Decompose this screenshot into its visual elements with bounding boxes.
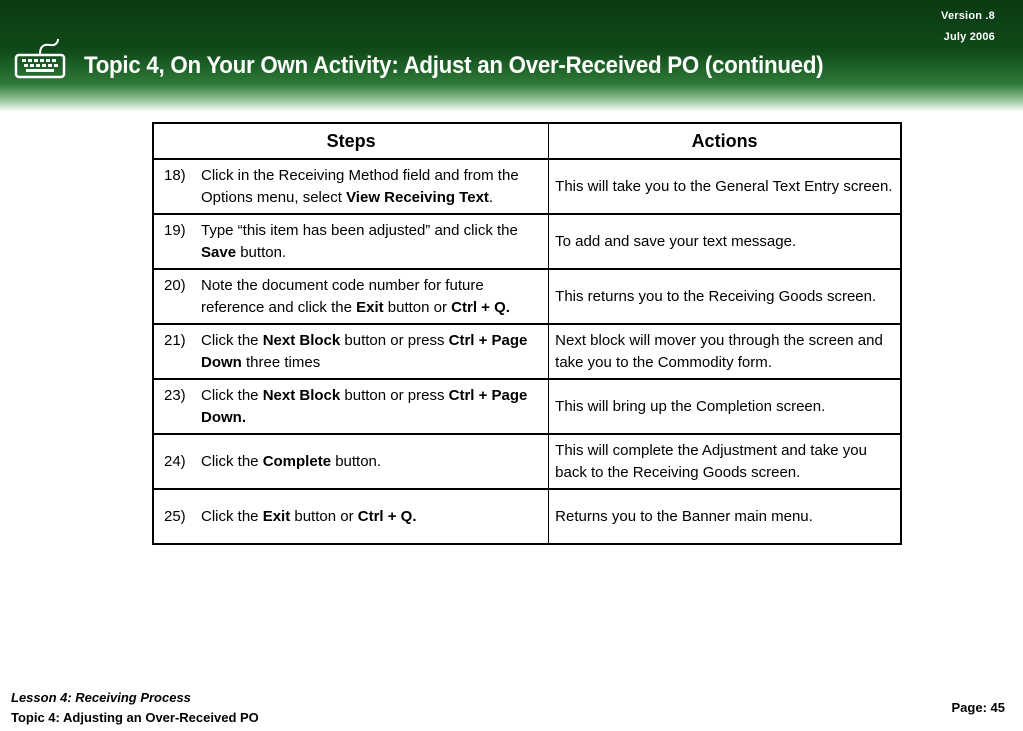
- step-cell: [153, 379, 549, 434]
- step-text-segment: .: [488, 188, 494, 206]
- table-row: [153, 159, 901, 214]
- step-text-segment: button or press: [340, 331, 449, 349]
- action-cell: This will take you to the General Text Entry screen.: [549, 159, 901, 214]
- action-cell: To add and save your text message.: [549, 214, 901, 269]
- table-row: [153, 379, 901, 434]
- step-text-bold: View Receiving Text: [346, 188, 489, 206]
- step-text-segment: Click the: [201, 386, 263, 404]
- header-banner: [0, 0, 1023, 112]
- footer-lesson: Lesson 4: Receiving Process: [11, 690, 191, 705]
- step-text: [201, 165, 542, 209]
- step-number: 18): [164, 166, 186, 184]
- footer-topic: Topic 4: Adjusting an Over-Received PO: [11, 710, 259, 725]
- keyboard-icon: [14, 38, 66, 80]
- step-number: 20): [164, 276, 186, 294]
- date-label: July 2006: [943, 31, 995, 43]
- step-text: [201, 330, 542, 374]
- step-text-segment: button.: [236, 243, 287, 261]
- step-text-segment: button.: [331, 452, 382, 470]
- step-text-segment: Click the: [201, 507, 263, 525]
- step-number: 25): [164, 507, 186, 525]
- step-number: 24): [164, 452, 186, 470]
- action-cell: This will complete the Adjustment and take you back to the Receiving Goods screen.: [549, 434, 901, 489]
- version-label: Version .8: [941, 10, 995, 22]
- table-header-row: [153, 123, 901, 159]
- step-cell: [153, 489, 549, 544]
- step-text-segment: Note the document code number for future reference and click the: [201, 276, 484, 316]
- column-header-actions: Actions: [549, 123, 901, 159]
- version-info: [941, 6, 995, 48]
- step-text-bold: Ctrl + Q.: [451, 298, 510, 316]
- step-text: [201, 220, 542, 264]
- step-text-bold: Ctrl + Q.: [357, 507, 417, 525]
- action-cell: This will bring up the Completion screen.: [549, 379, 901, 434]
- step-text-bold: Complete: [262, 452, 332, 470]
- step-number: 23): [164, 386, 186, 404]
- step-text-bold: Next Block: [262, 386, 341, 404]
- step-text-segment: button or press: [340, 386, 449, 404]
- step-text-bold: Ctrl + Page Down.: [201, 386, 528, 426]
- step-number: 19): [164, 221, 186, 239]
- table-row: [153, 434, 901, 489]
- step-text-segment: Click in the Receiving Method field and from the Options menu, select: [201, 166, 519, 206]
- table-row: [153, 324, 901, 379]
- table-row: [153, 269, 901, 324]
- step-cell: [153, 324, 549, 379]
- step-cell: [153, 159, 549, 214]
- step-cell: [153, 434, 549, 489]
- step-text-bold: Save: [201, 243, 237, 261]
- steps-actions-table: [152, 122, 902, 545]
- step-text: [201, 506, 542, 528]
- step-text-segment: Click the: [201, 331, 263, 349]
- action-cell: This returns you to the Receiving Goods screen.: [549, 269, 901, 324]
- action-cell: Next block will mover you through the screen and take you to the Commodity form.: [549, 324, 901, 379]
- step-cell: [153, 269, 549, 324]
- step-text: [201, 275, 542, 319]
- step-number: 21): [164, 331, 186, 349]
- step-text-segment: button or: [290, 507, 358, 525]
- step-text-segment: button or: [383, 298, 452, 316]
- table-row: [153, 214, 901, 269]
- step-text-bold: Exit: [356, 298, 384, 316]
- step-text-segment: Click the: [201, 452, 263, 470]
- step-text-segment: Type “this item has been adjusted” and click the: [201, 221, 518, 239]
- step-text: [201, 385, 542, 429]
- step-text-segment: three times: [241, 353, 321, 371]
- step-text: [201, 451, 542, 473]
- step-text-bold: Ctrl + Page Down: [201, 331, 528, 371]
- table-row: [153, 489, 901, 544]
- page-title: Topic 4, On Your Own Activity: Adjust an Over-Received PO (continued): [84, 52, 824, 79]
- column-header-steps: Steps: [153, 123, 549, 159]
- step-text-bold: Next Block: [262, 331, 341, 349]
- step-text-bold: Exit: [262, 507, 291, 525]
- action-cell: Returns you to the Banner main menu.: [549, 489, 901, 544]
- page-number: Page: 45: [951, 700, 1005, 715]
- footer-lesson-info: [11, 688, 259, 728]
- step-cell: [153, 214, 549, 269]
